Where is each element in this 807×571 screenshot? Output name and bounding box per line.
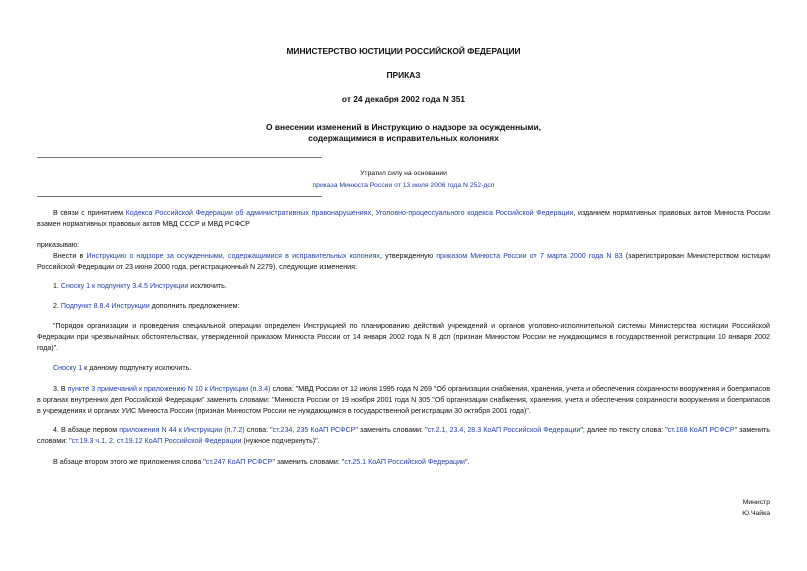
koap-rf-link[interactable]: Кодекса Российской Федерации об административных правонарушениях <box>125 209 372 217</box>
instruction-link[interactable]: Инструкцию о надзоре за осужденными, содержащимися в исправительных колониях <box>86 252 380 260</box>
quoted-sentence: "Порядок организации и проведения специальной операции определен Инструкцией по планированию действий учреждений и органов уголовно-исполнительной системы Министерства юстиции Российской Федерации при чрезвычайных обстоятельствах, утвержденной приказом Минюста России от 14 января 2002 года N 8 дсп (признан Минюстом России не нуждающимся в государственной регистрации 10 января 2002 года)". <box>37 322 770 352</box>
item-3: 3. В пункте 3 примечаний к приложению N 10 к Инструкции (п.3.4) слова: "МВД России от 12 июля 1995 года N 269 "Об организации снабжения, хранения, учета и обеспечения сохранности вооружения и боеприпасов в органах внутренних дел Российской Федерации" заменить словами: "Минюста России от 19 ноября 2001 года N 305 "Об организации снабжения, хранения, учета и обеспечения сохранности вооружения и боеприпасов в учреждениях и органах УИС Минюста России (признан Минюстом России не нуждающимся в государственной регистрации 30 октября 2001 года)". <box>37 385 771 415</box>
item-1: 1. Сноску 1 к подпункту 3.4.5 Инструкции исключить. <box>53 282 227 290</box>
paragraph-amend: Внести в Инструкцию о надзоре за осужденными, содержащимися в исправительных колониях, утвержденную приказом Минюста России от 7 марта 2000 года N 83 (зарегистрирован Министерством юстиции Российской Федерации от 23 июня 2000 года, регистрационный N 2279), следующие изменения: <box>37 252 770 271</box>
appendix-10-link[interactable]: пункте 3 примечаний к приложению N 10 к Инструкции (п.3.4) <box>67 385 271 393</box>
date-number: от 24 декабря 2002 года N 351 <box>341 94 466 104</box>
footnote-1-link[interactable]: Сноску 1 <box>53 364 83 372</box>
subpoint-8-8-4-link[interactable]: Подпункт 8.8.4 Инструкции <box>60 302 150 310</box>
status-note: Утратил силу на основании <box>360 170 447 177</box>
art-247-link[interactable]: ст.247 КоАП РСФСР <box>205 458 273 466</box>
appendix-44-link[interactable]: приложения N 44 к Инструкции (п.7.2) <box>119 426 245 434</box>
paragraph-preamble: В связи с принятием Кодекса Российской Федерации об административных правонарушениях, Уголовно-процессуального кодекса Российской Федерации, изданием нормативных правовых актов Минюста России взамен нормативных правовых актов МВД СССР и МВД РСФСР <box>37 209 770 228</box>
title-line-2: содержащимися в исправительных колониях <box>308 133 499 143</box>
art-234-235-link[interactable]: ст.234, 235 КоАП РСФСР <box>272 426 356 434</box>
art-2-1-link[interactable]: ст.2.1, 23.4, 28.3 КоАП Российской Федерации <box>427 426 581 434</box>
divider-bottom <box>37 196 322 197</box>
paragraph-order: приказываю: <box>37 241 80 249</box>
item-5: В абзаце втором этого же приложения слова "ст.247 КоАП РСФСР" заменить словами: "ст.25.1 КоАП Российской Федерации". <box>53 458 470 466</box>
order-83-link[interactable]: приказом Минюста России от 7 марта 2000 года N 83 <box>436 252 623 260</box>
item-2: 2. Подпункт 8.8.4 Инструкции дополнить предложением: <box>53 302 240 310</box>
signature-name: Ю.Чайка <box>742 510 770 517</box>
footnote-3-4-5-link[interactable]: Сноску 1 к подпункту 3.4.5 Инструкции <box>60 282 189 290</box>
art-19-3-link[interactable]: ст.19.3 ч.1, 2, ст.19.12 КоАП Российской Федерации <box>71 437 242 445</box>
upk-rf-link[interactable]: Уголовно-процессуального кодекса Российской Федерации <box>375 209 574 217</box>
ministry-heading: МИНИСТЕРСТВО ЮСТИЦИИ РОССИЙСКОЙ ФЕДЕРАЦИИ <box>286 46 521 56</box>
art-25-1-link[interactable]: ст.25.1 КоАП Российской Федерации <box>344 458 466 466</box>
item-4: 4. В абзаце первом приложения N 44 к Инструкции (п.7.2) слова: "ст.234, 235 КоАП РСФСР" заменить словами: "ст.2.1, 23.4, 28.3 КоАП Российской Федерации"; далее по тексту слова: "ст.168 КоАП РСФСР" заменить словами: "ст.19.3 ч.1, 2, ст.19.12 КоАП Российской Федерации (нужное подчеркнуть)". <box>37 426 771 445</box>
footnote-removal: Сноску 1 к данному подпункту исключить. <box>53 364 192 372</box>
art-168-link[interactable]: ст.168 КоАП РСФСР <box>667 426 735 434</box>
divider-top <box>37 157 322 158</box>
title-line-1: О внесении изменений в Инструкцию о надзоре за осужденными, <box>266 122 541 132</box>
status-link-wrap <box>0 180 807 191</box>
signature-role: Министр <box>742 499 770 506</box>
doc-type-heading: ПРИКАЗ <box>386 70 421 80</box>
repeal-order-link[interactable]: приказа Минюста России от 13 июля 2006 года N 252-дсп <box>312 182 495 189</box>
